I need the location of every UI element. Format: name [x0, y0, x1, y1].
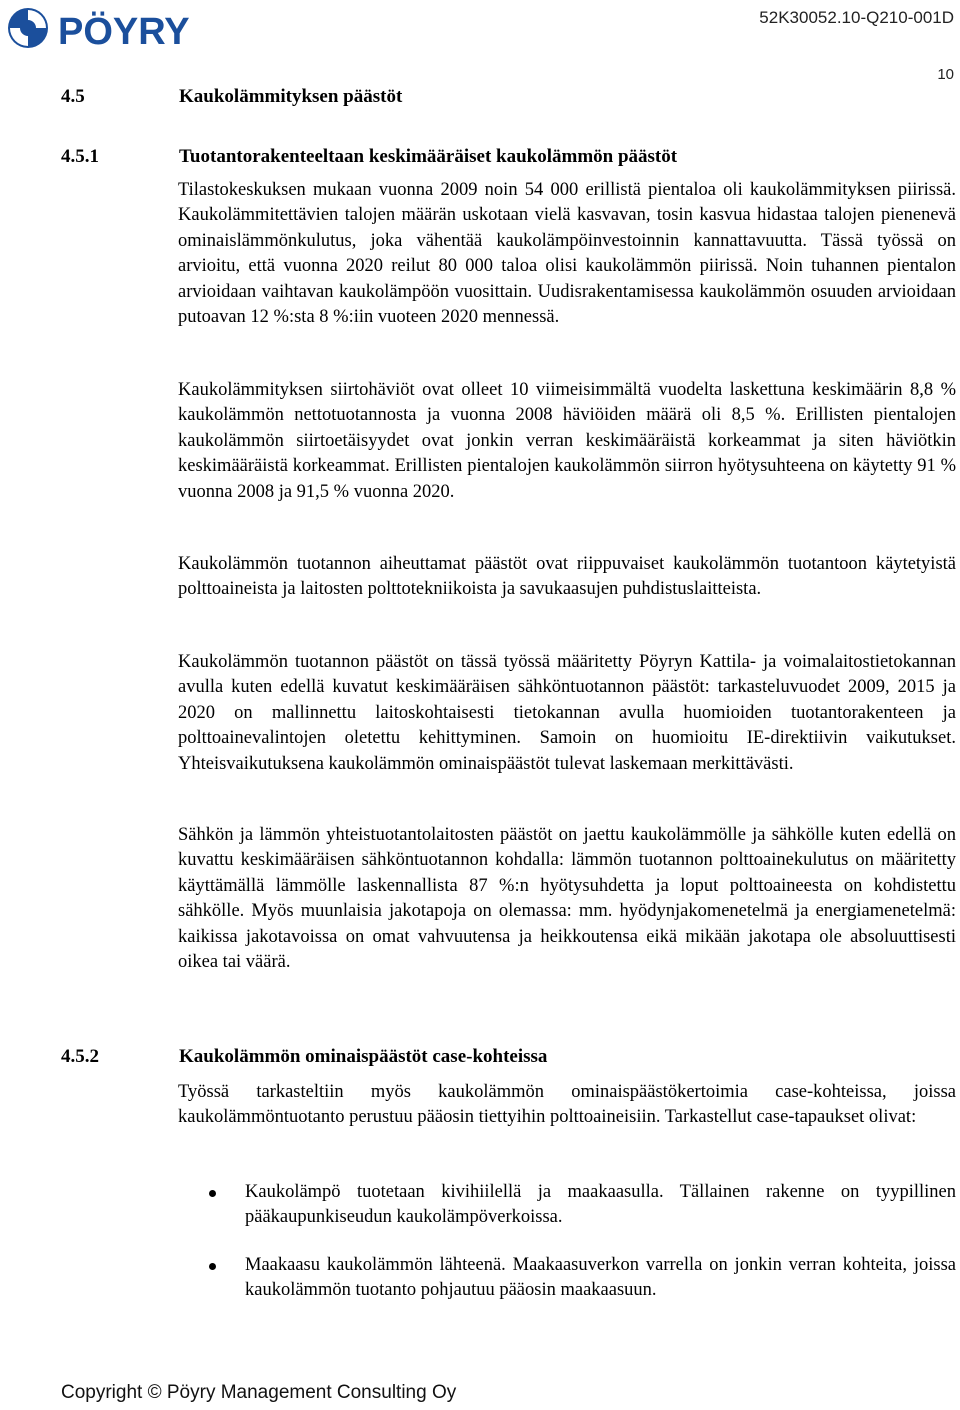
section-number: 4.5.1	[61, 146, 99, 167]
section-title: Kaukolämmityksen päästöt	[179, 86, 403, 107]
paragraph-2	[178, 378, 956, 505]
page-number: 10	[937, 66, 954, 83]
brand-wordmark: PÖYRY	[58, 11, 190, 52]
section-heading-4-5-2	[61, 1046, 547, 1068]
list-item	[178, 1253, 956, 1304]
section-heading-4-5	[61, 86, 402, 108]
section-number: 4.5	[61, 86, 85, 107]
paragraph-text: Kaukolämmön tuotannon aiheuttamat päästöt ovat riippuvaiset kaukolämmön tuotantoon käytetyistä polttoaineista ja laitosten polttotekniikoista ja savukaasujen puhdistuslaitteista.	[178, 554, 956, 600]
paragraph-text: Sähkön ja lämmön yhteistuotantolaitosten päästöt on jaettu kaukolämmölle ja sähkölle kuten edellä on kuvattu keskimääräisen sähköntuotannon kohdalla: lämmön tuotannon polttoainekulutus on määritetty käyttämällä lämmölle laskennallista 87 %:n hyötysuhdetta ja loput polttoaineesta on kohdistettu sähkölle. Myös muunlaisia jakotapoja on olemassa: mm. hyödynjakomenetelmä ja energiamenetelmä: kaikissa jakotavoissa on omat vahvuutensa ja heikkoutensa eikä mikään jakotapa ole absoluuttisesti oikea tai väärä.	[178, 825, 956, 973]
section-title: Tuotantorakenteeltaan keskimääräiset kaukolämmön päästöt	[179, 146, 678, 167]
page-header	[0, 0, 960, 60]
poyry-logo	[4, 4, 244, 52]
section-title: Kaukolämmön ominaispäästöt case-kohteissa	[179, 1046, 548, 1067]
paragraph-text: Tilastokeskuksen mukaan vuonna 2009 noin 54 000 erillistä pientaloa oli kaukolämmityksen piirissä. Kaukolämmitettävien talojen määrän uskotaan vielä kasvavan, tosin kasvua hidastaa talojen pienenevä ominaislämmönkulutus, joka vähentää kaukolämpöinvestoinnin kannattavuutta. Tässä työssä on arvioitu, että vuonna 2020 reilut 80 000 taloa olisi kaukolämmön piirissä. Noin tuhannen pientalon arvioidaan vaihtavan kaukolämpöön vuosittain. Uudisrakentamisessa kaukolämmön osuuden arvioidaan putoavan 12 %:sta 8 %:iin vuoteen 2020 mennessä.	[178, 180, 956, 328]
document-reference: 52K30052.10-Q210-001D	[759, 8, 954, 27]
list-item	[178, 1180, 956, 1231]
paragraph-4	[178, 650, 956, 777]
bullet-list	[178, 1180, 956, 1326]
poyry-logo-mark	[4, 4, 244, 52]
paragraph-3	[178, 552, 956, 603]
paragraph-1	[178, 178, 956, 330]
paragraph-intro	[178, 1080, 956, 1131]
list-item-text: Maakaasu kaukolämmön lähteenä. Maakaasuverkon varrella on jonkin verran kohteita, joissa kaukolämmön tuotanto pohjautuu pääosin maakaasuun.	[245, 1254, 956, 1301]
paragraph-text: Kaukolämmityksen siirtohäviöt ovat olleet 10 viimeisimmältä vuodelta laskettuna keskimäärin 8,8 % kaukolämmön nettotuotannosta ja vuonna 2008 häviöiden määrä oli 8,5 %. Erillisten pientalojen kaukolämmön siirtoetäisyydet ovat jonkin verran keskimääräistä korkeammat ja siten häviötkin keskimääräistä korkeammat. Erillisten pientalojen kaukolämmön siirron hyötysuhteena on käytetty 91 % vuonna 2008 ja 91,5 % vuonna 2020.	[178, 380, 956, 502]
paragraph-text: Kaukolämmön tuotannon päästöt on tässä työssä määritetty Pöyryn Kattila- ja voimalaitostietokannan avulla kuten edellä kuvatut keskimääräisen sähköntuotannon päästöt: tarkasteluvuodet 2009, 2015 ja 2020 on mallinnettu laitoskohtaisesti tietokannan avulla huomioiden tuotantorakenteen ja polttoainevalintojen oletettu kehittyminen. Samoin on huomioitu IE-direktiivin vaikutukset. Yhteisvaikutuksena kaukolämmön ominaispäästöt tulevat laskemaan merkittävästi.	[178, 652, 956, 774]
paragraph-text: Työssä tarkasteltiin myös kaukolämmön ominaispäästökertoimia case-kohteissa, joissa kaukolämmöntuotanto perustuu pääosin tiettyihin polttoaineisiin. Tarkastellut case-tapaukset olivat:	[178, 1082, 956, 1128]
bullet-icon	[209, 1190, 216, 1197]
bullet-icon	[209, 1263, 216, 1270]
paragraph-5	[178, 823, 956, 975]
section-heading-4-5-1	[61, 146, 677, 168]
section-number: 4.5.2	[61, 1046, 99, 1067]
page-footer: Copyright © Pöyry Management Consulting Oy	[61, 1382, 457, 1403]
list-item-text: Kaukolämpö tuotetaan kivihiilellä ja maakaasulla. Tällainen rakenne on tyypillinen pääkaupunkiseudun kaukolämpöverkoissa.	[245, 1182, 956, 1228]
